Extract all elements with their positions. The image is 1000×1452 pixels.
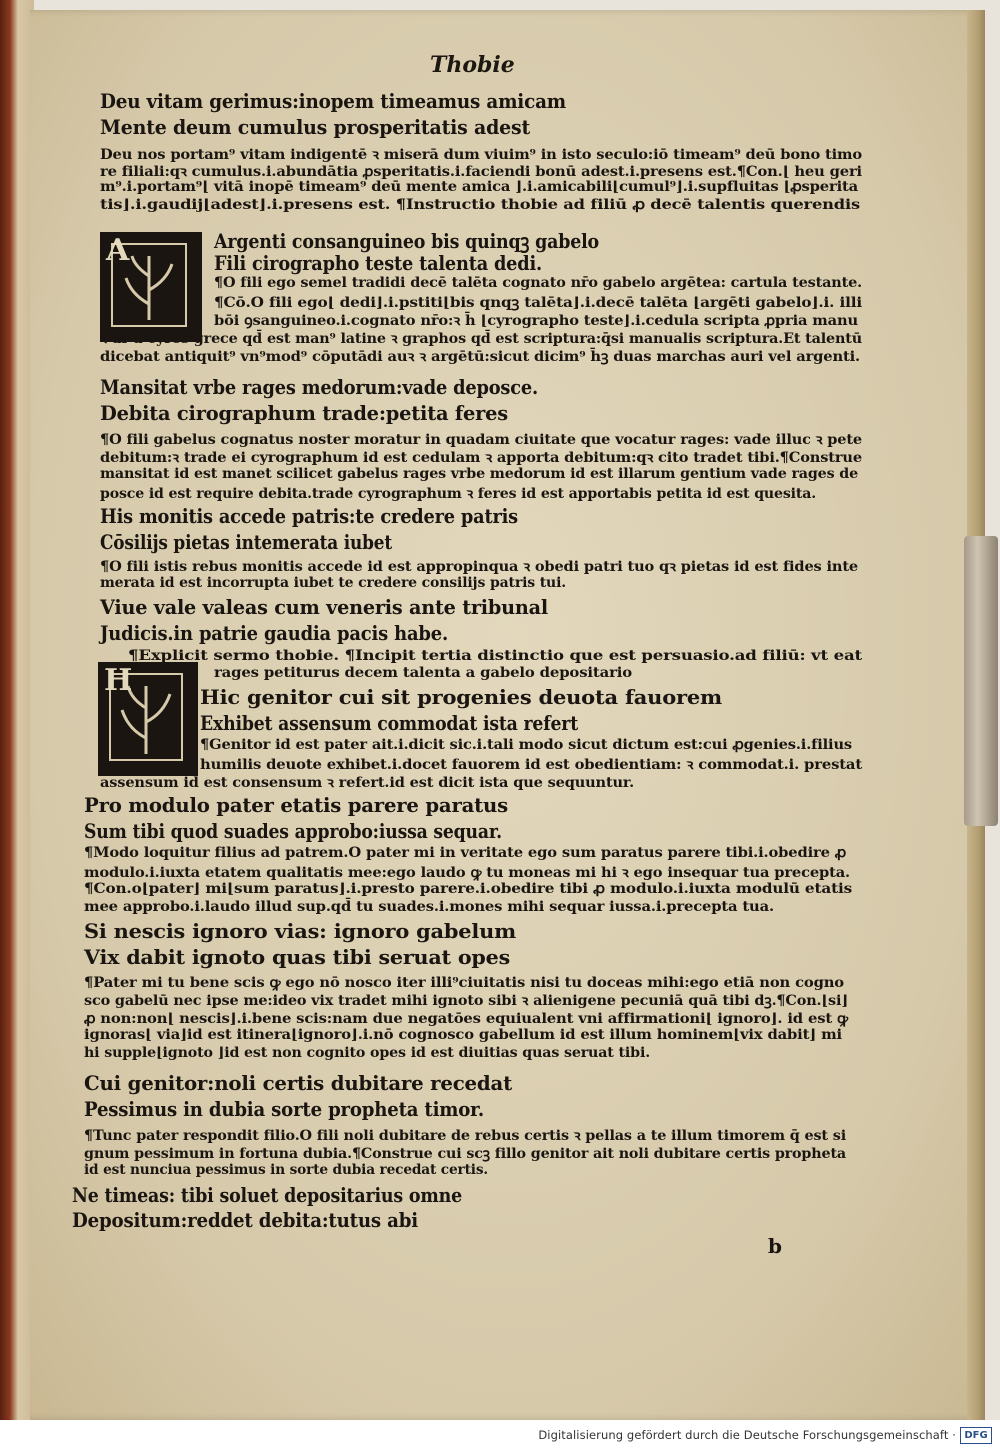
- gloss-line: ignoras⌊ via⌋id est itinera⌊ignoro⌋.i.nō cognosco gabellum id est illum hominem⌊vix dabit⌋ mi: [84, 1027, 842, 1043]
- dfg-logo: DFG: [960, 1427, 992, 1444]
- verse-line: Pessimus in dubia sorte propheta timor.: [84, 1098, 484, 1121]
- gloss-line: rages petiturus decem talenta a gabelo depositario: [214, 665, 632, 681]
- gloss-line: sco gabelū nec ipse me:ideo vix tradet mihi ignoto sibi ꝛ alienigene pecuniā quā tibi dꝫ.¶Con.⌊si⌋: [84, 993, 848, 1009]
- gloss-line: merata id est incorrupta iubet te credere consilijs patris tui.: [100, 575, 566, 591]
- initial-letter-h: H: [104, 663, 133, 698]
- bookmark-clasp: [964, 536, 998, 826]
- running-head: Thobie: [430, 52, 515, 78]
- verse-line: Ne timeas: tibi soluet depositarius omne: [72, 1184, 462, 1207]
- verse-line: Pro modulo pater etatis parere paratus: [84, 794, 508, 817]
- footer-credit: Digitalisierung gefördert durch die Deutsche Forschungsgemeinschaft ·: [538, 1428, 956, 1442]
- verse-line: Debita cirographum trade:petita feres: [100, 402, 508, 425]
- gloss-line: debitum:ꝛ trade ei cyrographum id est cedulam ꝛ apporta debitum:qꝛ cito tradet tibi.¶Construe: [100, 450, 862, 466]
- gloss-line: m⁹.i.portam⁹⌊ vitā inopē timeam⁹ deū mente amica ⌋.i.amicabili⌊cumul⁹⌋.i.supfluitas ⌊ꝓsperita: [100, 179, 858, 195]
- verse-line: Fili cirographo teste talenta dedi.: [214, 252, 542, 275]
- verse-line: Cōsilijs pietas intemerata iubet: [100, 531, 392, 554]
- gloss-line: ¶Pater mi tu bene scis ꝙ ego nō nosco iter illi⁹ciuitatis nisi tu doceas mihi:ego etiā non cogno: [84, 975, 844, 991]
- gloss-line: Deu nos portam⁹ vitam indigentē ꝛ miserā dum viuim⁹ in isto seculo:iō timeam⁹ deū bono timo: [100, 147, 862, 163]
- gloss-line: posce id est require debita.trade cyrographum ꝛ feres id est apportabis petita id est quesita.: [100, 486, 816, 502]
- gloss-line: assensum id est consensum ꝛ refert.id est dicit ista que sequuntur.: [100, 775, 634, 791]
- verse-line: Hic genitor cui sit progenies deuota fauorem: [200, 686, 722, 709]
- verse-line: Cui genitor:noli certis dubitare recedat: [84, 1072, 512, 1095]
- gloss-line: ¶Tunc pater respondit filio.O fili noli dubitare de rebus certis ꝛ pellas a te illum timorem q̄ est si: [84, 1128, 847, 1144]
- verse-line: Judicis.in patrie gaudia pacis habe.: [100, 622, 448, 645]
- gloss-line: tis⌋.i.gaudij⌊adest⌋.i.presens est. ¶Instructio thobie ad filiū ꝓ decē talentis querendis: [100, 197, 861, 213]
- gloss-line: ꝓ non:non⌊ nescis⌋.i.bene scis:nam due negatōes equiualent vni affirmationi⌊ ignoro⌋. id est ꝙ: [84, 1011, 849, 1027]
- gloss-line: mansitat id est manet scilicet gabelus rages vrbe medorum id est illarum gentium vade rages de: [100, 466, 858, 482]
- gloss-line: ꝛ dr̄ a cyros grece qd̄ est man⁹ latine ꝛ graphos qd̄ est scriptura:q̄si manualis scriptura.Et talentū: [100, 331, 862, 347]
- gloss-line: ¶Con.o⌊pater⌋ mi⌊sum paratus⌋.i.presto parere.i.obedire tibi ꝓ modulo.i.iuxta modulū etatis: [84, 881, 853, 897]
- verse-line: Vix dabit ignoto quas tibi seruat opes: [84, 946, 510, 969]
- gloss-line: hi supple⌊ignoto ⌋id est non cognito opes id est diuitias quas seruat tibi.: [84, 1045, 650, 1061]
- gloss-line: ¶Genitor id est pater ait.i.dicit sic.i.tali modo sicut dictum est:cui ꝓgenies.i.filius: [200, 737, 853, 753]
- gloss-line: re filiali:qꝛ cumulus.i.abundātia ꝓsperitatis.i.faciendi bonū adest.i.presens est.¶Con.⌊ heu geri: [100, 164, 862, 180]
- decorated-initial-a: [100, 232, 202, 342]
- signature-mark: b: [768, 1234, 782, 1258]
- verse-line: Sum tibi quod suades approbo:iussa sequar.: [84, 820, 502, 843]
- verse-line: Deu vitam gerimus:inopem timeamus amicam: [100, 90, 566, 113]
- gloss-line: id est nunciua pessimus in sorte dubia recedat certis.: [84, 1162, 488, 1178]
- verse-line: His monitis accede patris:te credere patris: [100, 505, 518, 528]
- gloss-line: ¶Modo loquitur filius ad patrem.O pater mi in veritate ego sum paratus parere tibi.i.obedire ꝓ: [84, 845, 846, 861]
- decorated-initial-h: [98, 662, 198, 776]
- book-left-edge: [0, 0, 34, 1420]
- gloss-line: humilis deuote exhibet.i.docet fauorem id est obedientiam: ꝛ commodat.i. prestat: [200, 757, 862, 773]
- gloss-line: ¶O fili istis rebus monitis accede id est appropinqua ꝛ obedi patri tuo qꝛ pietas id est fides inte: [100, 559, 858, 575]
- gloss-line: gnum pessimum in fortuna dubia.¶Construe cui scꝫ fillo genitor ait noli dubitare certis propheta: [84, 1146, 846, 1162]
- initial-letter-a: A: [106, 233, 130, 268]
- gloss-line: dicebat antiquit⁹ vn⁹mod⁹ cōputādi auꝛ ꝛ argētū:sicut dicim⁹ h̄ꝫ duas marchas auri vel argenti.: [100, 349, 860, 365]
- verse-line: Argenti consanguineo bis quinqꝫ gabelo: [214, 230, 599, 253]
- verse-line: Depositum:reddet debita:tutus abi: [72, 1209, 418, 1232]
- gloss-line: mee approbo.i.laudo illud sup.qd̄ tu suades.i.mones mihi sequar iussa.i.precepta tua.: [84, 899, 775, 915]
- gloss-line: modulo.i.iuxta etatem qualitatis mee:ego laudo ꝙ tu moneas mi hi ꝛ ego insequar tua precepta.: [84, 865, 850, 881]
- verse-line: Viue vale valeas cum veneris ante tribunal: [100, 596, 548, 619]
- verse-line: Mansitat vrbe rages medorum:vade deposce.: [100, 376, 538, 399]
- verse-line: Si nescis ignoro vias: ignoro gabelum: [84, 920, 516, 943]
- gloss-line: ¶Explicit sermo thobie. ¶Incipit tertia distinctio que est persuasio.ad filiū: vt eat: [128, 648, 862, 664]
- gloss-line: ¶Cō.O fili ego⌊ dedi⌋.i.pstiti⌊bis qnqꝫ talēta⌋.i.decē talēta ⌊argēti gabelo⌋.i. illi: [214, 295, 862, 311]
- verse-line: Mente deum cumulus prosperitatis adest: [100, 116, 530, 139]
- verse-line: Exhibet assensum commodat ista refert: [200, 712, 578, 735]
- gloss-line: bōi ꝯsanguineo.i.cognato nr̄o:ꝛ h̄ ⌊cyrographo teste⌋.i.cedula scripta ꝓpria manu: [214, 313, 858, 329]
- gloss-line: ¶O fili gabelus cognatus noster moratur in quadam ciuitate que vocatur rages: vade illuc ꝛ pete: [100, 432, 862, 448]
- gloss-line: ¶O fili ego semel tradidi decē talēta cognato nr̄o gabelo argētea: cartula testante.: [214, 275, 862, 291]
